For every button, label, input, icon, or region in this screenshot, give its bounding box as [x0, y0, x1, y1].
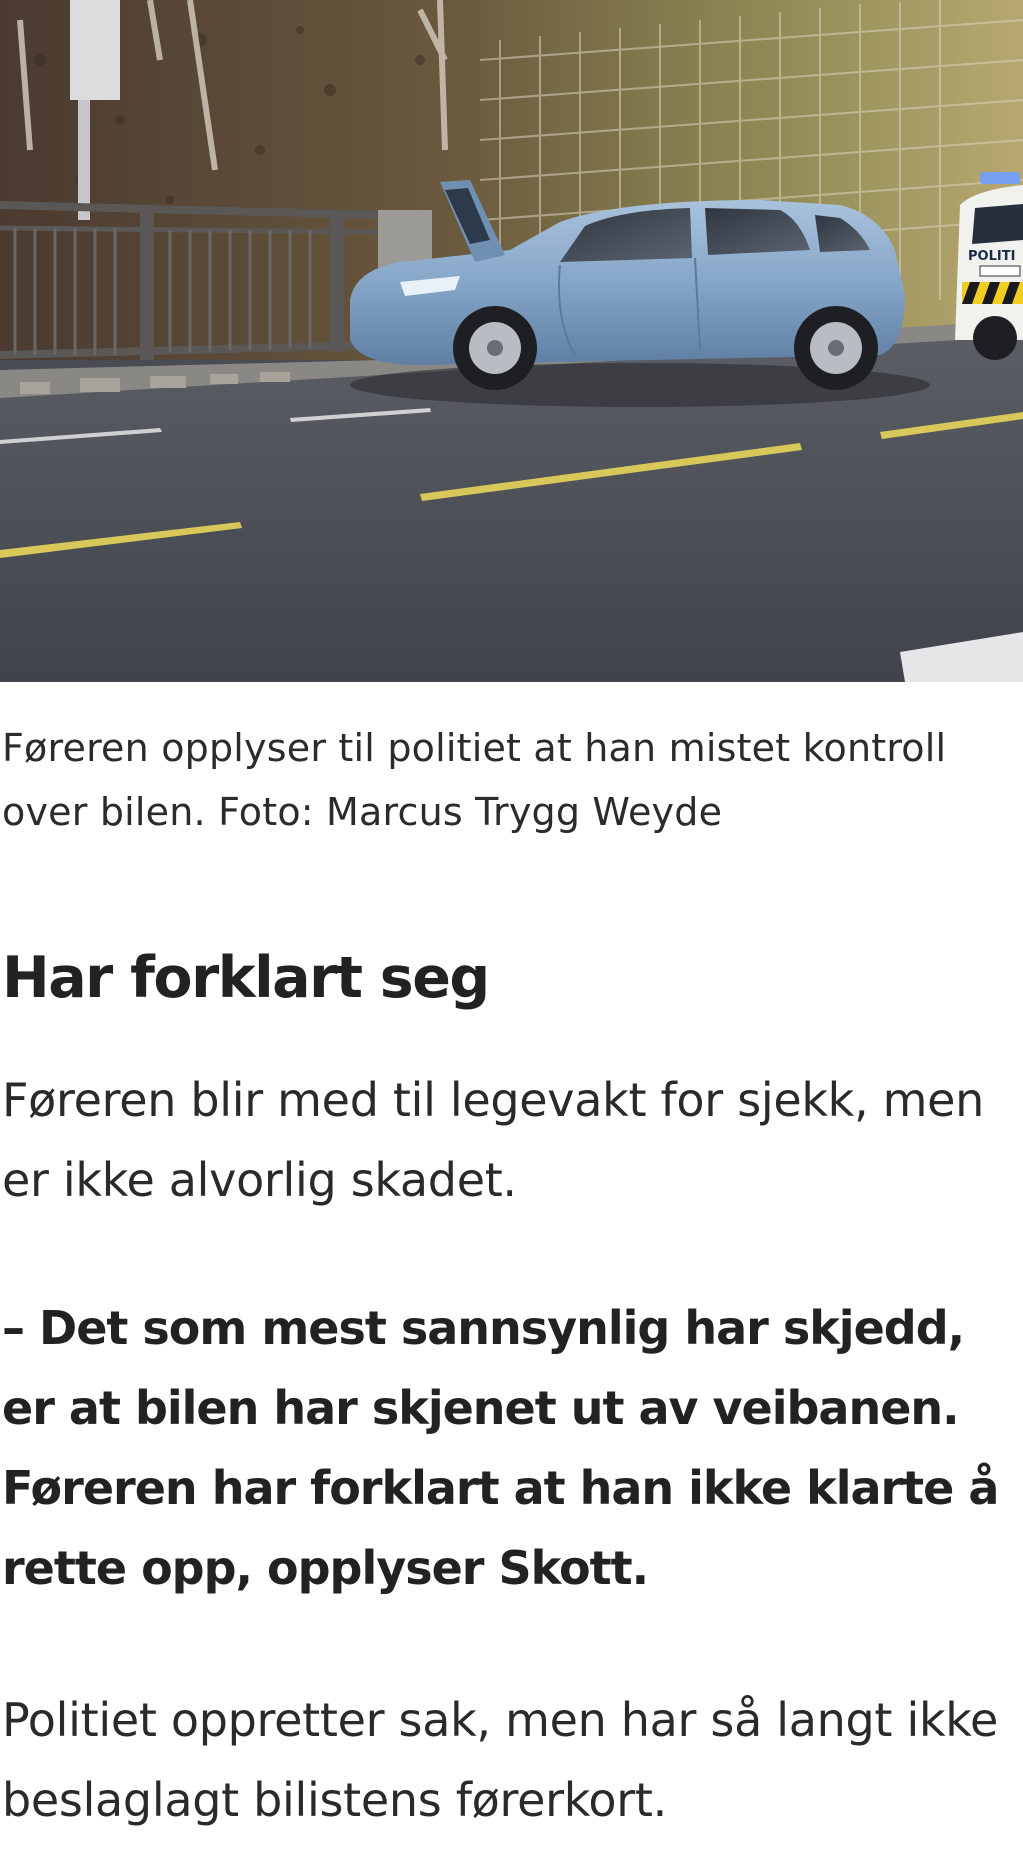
section-heading: Har forklart seg	[2, 945, 489, 1011]
body-paragraph-2: Politiet oppretter sak, men har så langt ikke beslaglagt bilistens førerkort.	[2, 1693, 999, 1827]
accident-photo-illustration	[0, 0, 1023, 682]
article-photo[interactable]	[0, 0, 1023, 682]
photo-caption: Føreren opplyser til politiet at han mistet kontroll over bilen. Foto: Marcus Trygg Weyde	[2, 726, 947, 834]
quote-paragraph: – Det som mest sannsynlig har skjedd, er at bilen har skjenet ut av veibanen. Føreren har forklart at han ikke klarte å rette opp, opplyser Skott.	[2, 1301, 999, 1595]
body-paragraph-1: Føreren blir med til legevakt for sjekk, men er ikke alvorlig skadet.	[2, 1073, 985, 1207]
police-text: POLITI	[968, 249, 1016, 264]
